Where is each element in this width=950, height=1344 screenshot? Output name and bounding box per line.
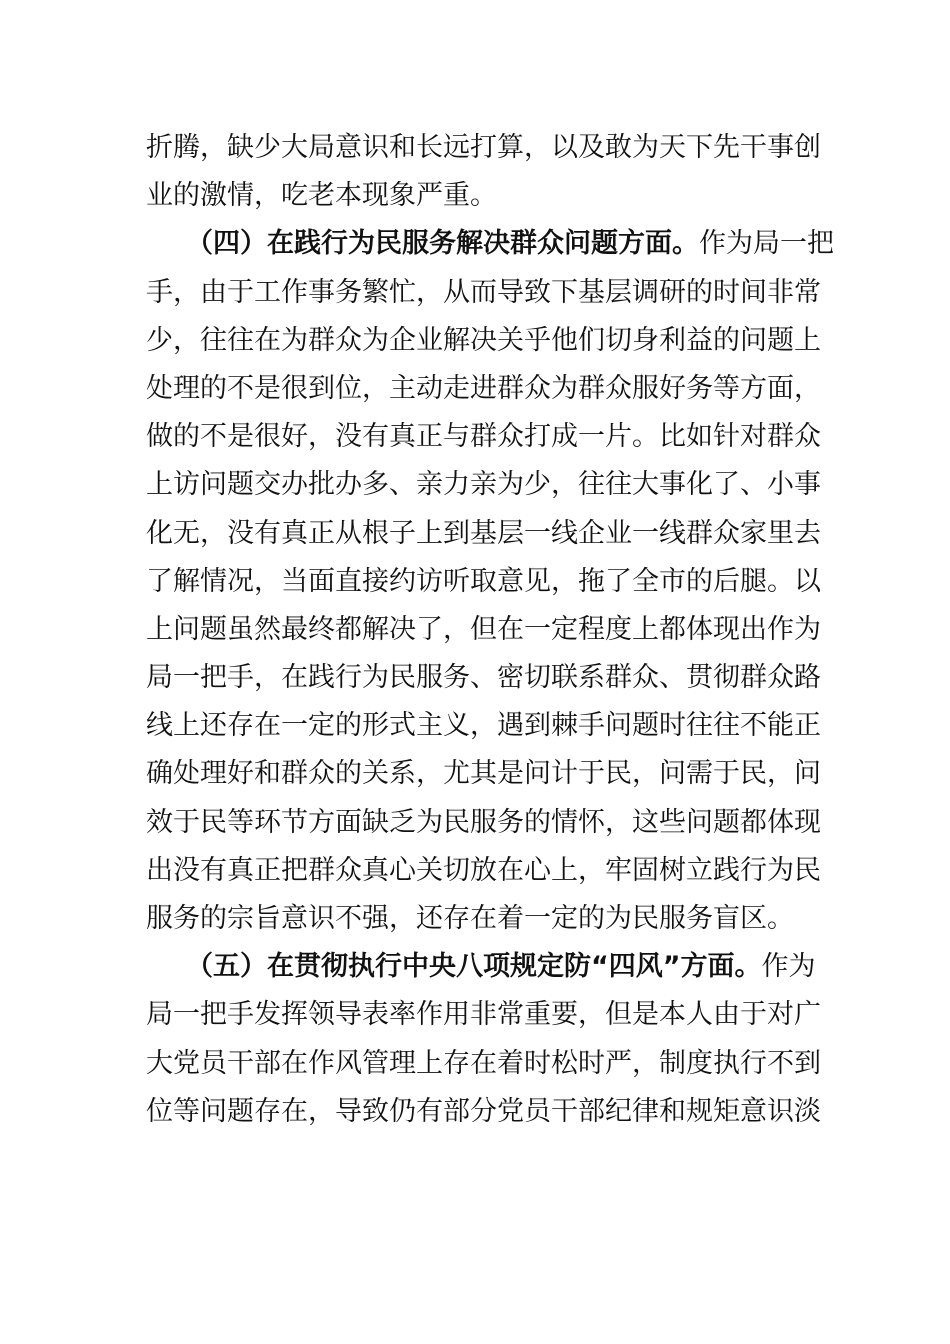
paragraph-2-line: 做的不是很好，没有真正与群众打成一片。比如针对群众 bbox=[146, 421, 821, 453]
paragraph-2-line: 局一把手，在践行为民服务、密切联系群众、贯彻群众路 bbox=[146, 662, 821, 694]
paragraph-2-line: 确处理好和群众的关系，尤其是问计于民，问需于民，问 bbox=[146, 758, 821, 790]
section-heading-four: （四）在践行为民服务解决群众问题方面。 bbox=[186, 228, 699, 260]
paragraph-2-line: 手，由于工作事务繁忙，从而导致下基层调研的时间非常 bbox=[146, 276, 821, 308]
paragraph-3-first-line-rest: 作为 bbox=[761, 951, 816, 983]
paragraph-2-line: 线上还存在一定的形式主义，遇到棘手问题时往往不能正 bbox=[146, 710, 821, 742]
paragraph-2-line: 上访问题交办批办多、亲力亲为少，往往大事化了、小事 bbox=[146, 469, 821, 501]
paragraph-2-line: 上问题虽然最终都解决了，但在一定程度上都体现出作为 bbox=[146, 613, 821, 645]
paragraph-2-line: 处理的不是很到位，主动走进群众为群众服好务等方面， bbox=[146, 372, 821, 404]
paragraph-2-line: 了解情况，当面直接约访听取意见，拖了全市的后腿。以 bbox=[146, 565, 821, 597]
paragraph-2-first-line-rest: 作为局一把 bbox=[699, 228, 834, 260]
paragraph-1-line-2: 业的激情，吃老本现象严重。 bbox=[146, 180, 497, 212]
paragraph-3-line: 大党员干部在作风管理上存在着时松时严，制度执行不到 bbox=[146, 1047, 821, 1079]
paragraph-2-first-line bbox=[146, 220, 834, 268]
paragraph-3-first-line bbox=[146, 943, 816, 991]
paragraph-3-line: 局一把手发挥领导表率作用非常重要，但是本人由于对广 bbox=[146, 999, 821, 1031]
paragraph-2-line: 效于民等环节方面缺乏为民服务的情怀，这些问题都体现 bbox=[146, 806, 821, 838]
paragraph-2-line: 少，往往在为群众为企业解决关乎他们切身利益的问题上 bbox=[146, 324, 821, 356]
paragraph-2-line: 服务的宗旨意识不强，还存在着一定的为民服务盲区。 bbox=[146, 903, 794, 934]
paragraph-2-line: 出没有真正把群众真心关切放在心上，牢固树立践行为民 bbox=[146, 854, 821, 886]
document-body bbox=[146, 124, 834, 1136]
section-heading-five: （五）在贯彻执行中央八项规定防“四风”方面。 bbox=[186, 951, 762, 983]
paragraph-2-line: 化无，没有真正从根子上到基层一线企业一线群众家里去 bbox=[146, 517, 821, 549]
paragraph-1-line-1: 折腾，缺少大局意识和长远打算，以及敢为天下先干事创 bbox=[146, 132, 821, 163]
paragraph-3-line: 位等问题存在，导致仍有部分党员干部纪律和规矩意识淡 bbox=[146, 1095, 821, 1127]
